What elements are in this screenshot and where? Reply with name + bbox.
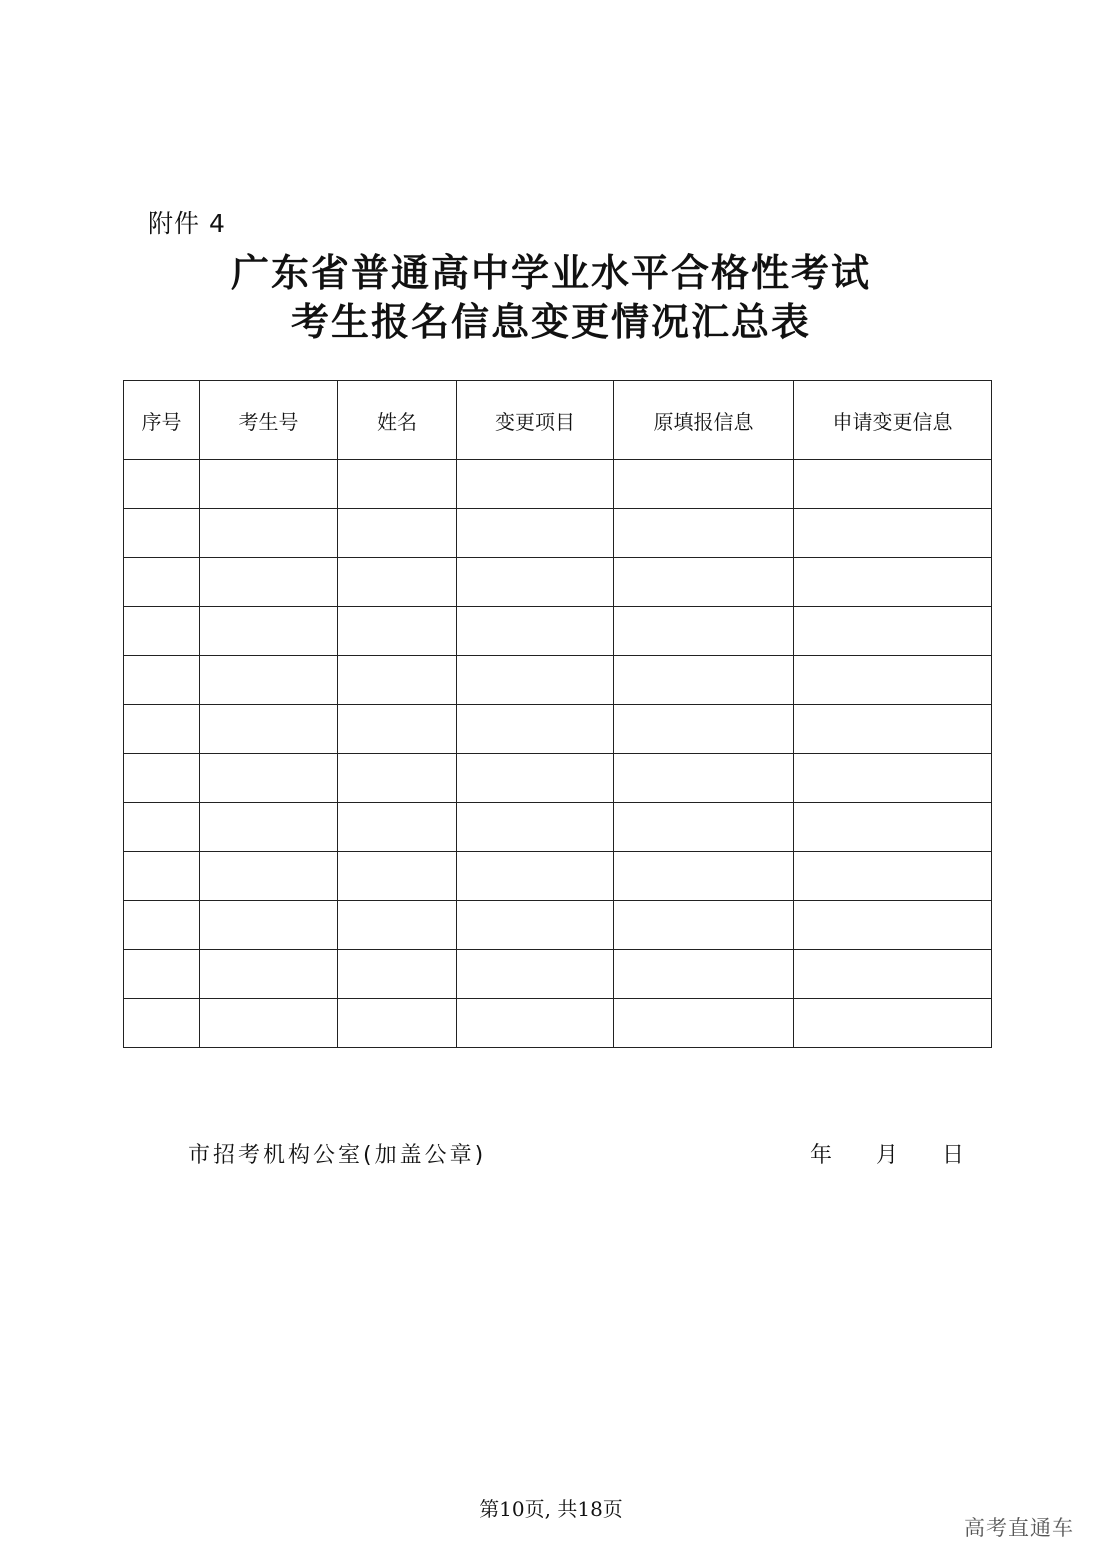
table-cell[interactable]: [794, 754, 992, 803]
table-cell[interactable]: [614, 558, 794, 607]
table-row: [124, 509, 992, 558]
table-cell[interactable]: [200, 803, 338, 852]
attachment-label: 附件 4: [148, 209, 226, 238]
table-cell[interactable]: [124, 950, 200, 999]
table-cell[interactable]: [124, 754, 200, 803]
table-row: [124, 705, 992, 754]
table-cell[interactable]: [338, 460, 457, 509]
table-row: [124, 754, 992, 803]
date-fields: [810, 1138, 964, 1169]
table-cell[interactable]: [794, 803, 992, 852]
table-cell[interactable]: [614, 950, 794, 999]
date-day-label: 日: [942, 1143, 965, 1168]
table-cell[interactable]: [200, 607, 338, 656]
table-cell[interactable]: [457, 999, 614, 1048]
table-cell[interactable]: [614, 901, 794, 950]
header-serial-number: 序号: [124, 381, 200, 460]
table-cell[interactable]: [124, 803, 200, 852]
table-cell[interactable]: [338, 803, 457, 852]
table-cell[interactable]: [794, 852, 992, 901]
table-cell[interactable]: [457, 754, 614, 803]
table-cell[interactable]: [124, 509, 200, 558]
table-row: [124, 558, 992, 607]
page-number: 第10页, 共18页: [479, 1497, 623, 1521]
table-cell[interactable]: [457, 950, 614, 999]
table-cell[interactable]: [794, 509, 992, 558]
table-cell[interactable]: [457, 558, 614, 607]
header-change-item: 变更项目: [457, 381, 614, 460]
table-cell[interactable]: [200, 901, 338, 950]
table-cell[interactable]: [457, 460, 614, 509]
table-cell[interactable]: [457, 803, 614, 852]
table-cell[interactable]: [614, 705, 794, 754]
table-row: [124, 999, 992, 1048]
table-cell[interactable]: [457, 509, 614, 558]
table-cell[interactable]: [457, 607, 614, 656]
institution-seal-label: 市招考机构公室(加盖公章): [188, 1143, 487, 1168]
table-cell[interactable]: [124, 607, 200, 656]
watermark-text: 高考直通车: [964, 1516, 1074, 1540]
table-cell[interactable]: [794, 607, 992, 656]
header-name: 姓名: [338, 381, 457, 460]
table-cell[interactable]: [200, 950, 338, 999]
table-cell[interactable]: [457, 852, 614, 901]
table-cell[interactable]: [794, 950, 992, 999]
table-body: [124, 460, 992, 1048]
table-cell[interactable]: [200, 460, 338, 509]
table-cell[interactable]: [124, 656, 200, 705]
table-cell[interactable]: [200, 999, 338, 1048]
table-cell[interactable]: [124, 460, 200, 509]
table-cell[interactable]: [794, 999, 992, 1048]
table-row: [124, 656, 992, 705]
table-cell[interactable]: [338, 999, 457, 1048]
change-summary-table: [123, 380, 992, 1048]
table-cell[interactable]: [200, 705, 338, 754]
date-year-label: 年: [810, 1143, 833, 1168]
document-title-line-1: 广东省普通高中学业水平合格性考试: [230, 250, 871, 295]
table-cell[interactable]: [614, 509, 794, 558]
table-row: [124, 460, 992, 509]
document-title-line-2: 考生报名信息变更情况汇总表: [290, 299, 811, 344]
header-requested-change: 申请变更信息: [794, 381, 992, 460]
table-cell[interactable]: [338, 607, 457, 656]
table-cell[interactable]: [457, 901, 614, 950]
table-cell[interactable]: [614, 803, 794, 852]
table-cell[interactable]: [200, 852, 338, 901]
table-cell[interactable]: [614, 852, 794, 901]
table-cell[interactable]: [124, 999, 200, 1048]
date-month-label: 月: [876, 1143, 899, 1168]
table-cell[interactable]: [124, 852, 200, 901]
table-cell[interactable]: [614, 754, 794, 803]
table-cell[interactable]: [794, 558, 992, 607]
table-row: [124, 607, 992, 656]
table-cell[interactable]: [124, 705, 200, 754]
table-cell[interactable]: [614, 607, 794, 656]
table-row: [124, 803, 992, 852]
table-cell[interactable]: [200, 558, 338, 607]
table-cell[interactable]: [614, 656, 794, 705]
table-cell[interactable]: [794, 656, 992, 705]
table-cell[interactable]: [794, 460, 992, 509]
table-cell[interactable]: [457, 656, 614, 705]
header-candidate-number: 考生号: [200, 381, 338, 460]
table-row: [124, 901, 992, 950]
table-cell[interactable]: [338, 509, 457, 558]
table-cell[interactable]: [200, 656, 338, 705]
table-cell[interactable]: [124, 901, 200, 950]
table-header-row: [124, 381, 992, 460]
table-cell[interactable]: [338, 754, 457, 803]
table-cell[interactable]: [614, 999, 794, 1048]
table-cell[interactable]: [794, 901, 992, 950]
table-cell[interactable]: [457, 705, 614, 754]
header-original-info: 原填报信息: [614, 381, 794, 460]
table-cell[interactable]: [338, 950, 457, 999]
table-cell[interactable]: [338, 558, 457, 607]
table-row: [124, 950, 992, 999]
table-cell[interactable]: [338, 705, 457, 754]
table-cell[interactable]: [124, 558, 200, 607]
table-row: [124, 852, 992, 901]
table-cell[interactable]: [338, 852, 457, 901]
table-cell[interactable]: [794, 705, 992, 754]
table-cell[interactable]: [338, 656, 457, 705]
table-cell[interactable]: [338, 901, 457, 950]
table-cell[interactable]: [200, 509, 338, 558]
table-cell[interactable]: [200, 754, 338, 803]
table-cell[interactable]: [614, 460, 794, 509]
